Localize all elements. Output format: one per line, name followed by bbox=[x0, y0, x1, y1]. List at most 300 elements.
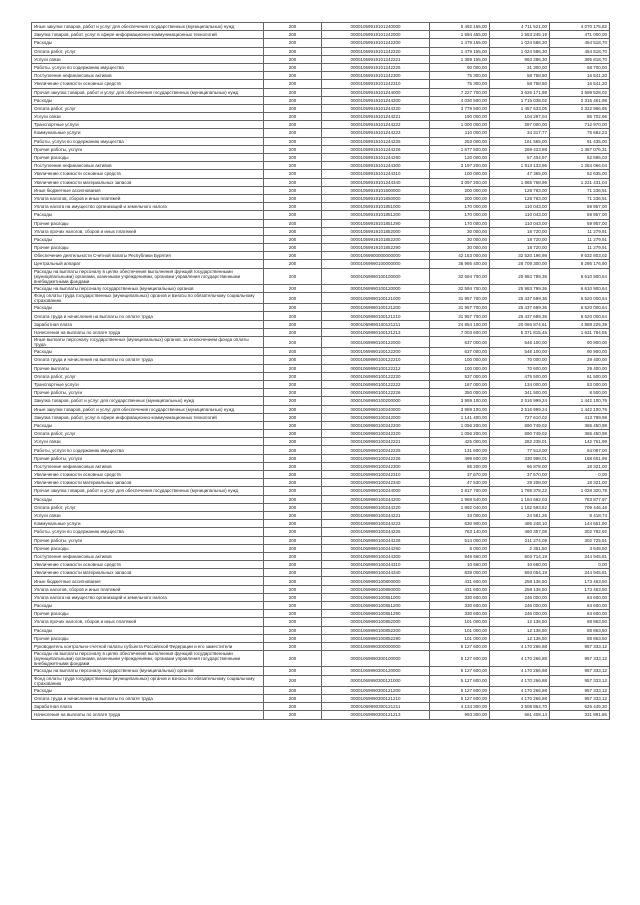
approved-amount-cell: 839 000,00 bbox=[430, 569, 490, 577]
budget-code-cell: 00001069990100120000 bbox=[322, 284, 430, 292]
table-row bbox=[32, 642, 610, 650]
remaining-amount-cell: 85 702,96 bbox=[550, 113, 610, 121]
executed-amount-cell: 10 660,00 bbox=[490, 561, 550, 569]
table-row bbox=[32, 31, 610, 39]
row-name-cell: Расходы bbox=[32, 304, 264, 312]
budget-code-cell: 00001059919101242000 bbox=[322, 31, 430, 39]
budget-code-cell: 00001069990100122212 bbox=[322, 364, 430, 372]
row-name-cell: Уплата налогов, сборов и иных платежей bbox=[32, 194, 264, 202]
budget-code-cell: 00001059919101244310 bbox=[322, 170, 430, 178]
approved-amount-cell: 75 300,00 bbox=[430, 80, 490, 88]
executed-amount-cell: 727 610,02 bbox=[490, 413, 550, 421]
remaining-amount-cell: 712 970,00 bbox=[550, 121, 610, 129]
row-name-cell: Прочие выплаты bbox=[32, 364, 264, 372]
line-code-cell: 200 bbox=[264, 312, 322, 320]
remaining-amount-cell: 957 333,12 bbox=[550, 667, 610, 675]
row-name-cell: Прочие расходы bbox=[32, 154, 264, 162]
row-name-cell: Прочие расходы bbox=[32, 544, 264, 552]
remaining-amount-cell: 709 446,48 bbox=[550, 503, 610, 511]
remaining-amount-cell: 244 945,81 bbox=[550, 569, 610, 577]
remaining-amount-cell: 173 463,50 bbox=[550, 577, 610, 585]
line-code-cell: 200 bbox=[264, 552, 322, 560]
executed-amount-cell: 1 024 586,30 bbox=[490, 47, 550, 55]
remaining-amount-cell: 59 957,00 bbox=[550, 219, 610, 227]
budget-code-cell: 00001059919101242310 bbox=[322, 80, 430, 88]
approved-amount-cell: 3 197 200,00 bbox=[430, 162, 490, 170]
budget-code-cell: 00001069990100121000 bbox=[322, 293, 430, 304]
line-code-cell: 200 bbox=[264, 413, 322, 421]
line-code-cell: 200 bbox=[264, 356, 322, 364]
executed-amount-cell: 70 600,00 bbox=[490, 364, 550, 372]
table-row bbox=[32, 252, 610, 260]
budget-code-cell: 00001059919101240000 bbox=[322, 23, 430, 31]
budget-code-cell: 00001069990100850000 bbox=[322, 585, 430, 593]
table-row bbox=[32, 356, 610, 364]
budget-code-cell: 00001059919101242200 bbox=[322, 39, 430, 47]
table-row bbox=[32, 170, 610, 178]
row-name-cell: Начисления на выплаты по оплате труда bbox=[32, 328, 264, 336]
table-row bbox=[32, 23, 610, 31]
line-code-cell: 200 bbox=[264, 268, 322, 284]
remaining-amount-cell: 454 518,70 bbox=[550, 47, 610, 55]
budget-execution-table bbox=[31, 22, 610, 720]
approved-amount-cell: 537 000,00 bbox=[430, 372, 490, 380]
approved-amount-cell: 1 677 500,00 bbox=[430, 145, 490, 153]
executed-amount-cell: 58 758,80 bbox=[490, 80, 550, 88]
table-row bbox=[32, 602, 610, 610]
budget-code-cell: 00001069990100244310 bbox=[322, 561, 430, 569]
executed-amount-cell: 18 720,00 bbox=[490, 244, 550, 252]
budget-code-cell: 00001059919101851290 bbox=[322, 219, 430, 227]
line-code-cell: 200 bbox=[264, 337, 322, 348]
line-code-cell: 200 bbox=[264, 96, 322, 104]
approved-amount-cell: 1 056 200,00 bbox=[430, 421, 490, 429]
remaining-amount-cell: 6 520 000,64 bbox=[550, 312, 610, 320]
budget-code-cell: 00001059919101242221 bbox=[322, 55, 430, 63]
remaining-amount-cell: 6 520 000,64 bbox=[550, 304, 610, 312]
approved-amount-cell: 5 127 600,00 bbox=[430, 642, 490, 650]
approved-amount-cell: 499 600,00 bbox=[430, 454, 490, 462]
remaining-amount-cell: 90 900,00 bbox=[550, 337, 610, 348]
row-name-cell: Расходы на выплаты персоналу государственных (муниципальных) органов bbox=[32, 284, 264, 292]
budget-code-cell: 00001059919101244000 bbox=[322, 88, 430, 96]
executed-amount-cell: 593 054,19 bbox=[490, 569, 550, 577]
row-name-cell: Расходы bbox=[32, 421, 264, 429]
remaining-amount-cell: 29 400,00 bbox=[550, 356, 610, 364]
executed-amount-cell: 29 208,00 bbox=[490, 479, 550, 487]
executed-amount-cell: 4 170 266,88 bbox=[490, 667, 550, 675]
row-name-cell: Прочие работы, услуги bbox=[32, 145, 264, 153]
row-name-cell: Расходы bbox=[32, 348, 264, 356]
row-name-cell: Расходы bbox=[32, 602, 264, 610]
executed-amount-cell: 31 300,00 bbox=[490, 63, 550, 71]
remaining-amount-cell: 84 600,00 bbox=[550, 602, 610, 610]
line-code-cell: 200 bbox=[264, 293, 322, 304]
budget-code-cell: 00001059919101244223 bbox=[322, 129, 430, 137]
line-code-cell: 200 bbox=[264, 304, 322, 312]
row-name-cell: Работы, услуги по содержанию имущества bbox=[32, 528, 264, 536]
budget-table-page bbox=[31, 22, 609, 720]
budget-code-cell: 00001059919101852290 bbox=[322, 244, 430, 252]
line-code-cell: 200 bbox=[264, 129, 322, 137]
table-row bbox=[32, 194, 610, 202]
row-name-cell: Расходы bbox=[32, 235, 264, 243]
approved-amount-cell: 330 600,00 bbox=[430, 602, 490, 610]
line-code-cell: 200 bbox=[264, 618, 322, 626]
table-row bbox=[32, 260, 610, 268]
remaining-amount-cell: 16 541,20 bbox=[550, 80, 610, 88]
executed-amount-cell: 18 720,00 bbox=[490, 227, 550, 235]
executed-amount-cell: 246 000,00 bbox=[490, 602, 550, 610]
table-row bbox=[32, 686, 610, 694]
budget-code-cell: 00001069990100242226 bbox=[322, 454, 430, 462]
table-row bbox=[32, 219, 610, 227]
budget-code-cell: 00001059919101244220 bbox=[322, 104, 430, 112]
remaining-amount-cell: 957 333,12 bbox=[550, 651, 610, 667]
row-name-cell: Увеличение стоимости основных средств bbox=[32, 471, 264, 479]
table-row bbox=[32, 421, 610, 429]
row-name-cell: Прочая закупка товаров, работ и услуг для обеспечения государственных (муниципальных) нужд bbox=[32, 88, 264, 96]
line-code-cell: 200 bbox=[264, 186, 322, 194]
executed-amount-cell: 110 043,00 bbox=[490, 211, 550, 219]
line-code-cell: 200 bbox=[264, 585, 322, 593]
budget-code-cell: 00001069990100851290 bbox=[322, 610, 430, 618]
executed-amount-cell: 25 437 699,36 bbox=[490, 304, 550, 312]
executed-amount-cell: 1 024 586,30 bbox=[490, 39, 550, 47]
row-name-cell: Коммунальные услуги bbox=[32, 520, 264, 528]
approved-amount-cell: 120 000,00 bbox=[430, 154, 490, 162]
approved-amount-cell: 190 000,00 bbox=[430, 113, 490, 121]
remaining-amount-cell: 413 789,98 bbox=[550, 413, 610, 421]
table-row bbox=[32, 380, 610, 388]
row-name-cell: Оплата труда и начисления на выплаты по оплате труда bbox=[32, 695, 264, 703]
row-name-cell: Иные выплаты персоналу государственных (муниципальных) органов, за исключением фонда оплаты труда bbox=[32, 337, 264, 348]
table-row bbox=[32, 320, 610, 328]
table-row bbox=[32, 495, 610, 503]
budget-code-cell: 00001069990100851200 bbox=[322, 602, 430, 610]
table-row bbox=[32, 438, 610, 446]
line-code-cell: 200 bbox=[264, 55, 322, 63]
line-code-cell: 200 bbox=[264, 104, 322, 112]
line-code-cell: 200 bbox=[264, 503, 322, 511]
executed-amount-cell: 12 136,50 bbox=[490, 618, 550, 626]
executed-amount-cell: 993 286,30 bbox=[490, 55, 550, 63]
table-row bbox=[32, 552, 610, 560]
table-row bbox=[32, 364, 610, 372]
executed-amount-cell: 77 513,00 bbox=[490, 446, 550, 454]
approved-amount-cell: 32 594 700,00 bbox=[430, 284, 490, 292]
remaining-amount-cell: 9 632 803,02 bbox=[550, 252, 610, 260]
budget-code-cell: 00001069990100121200 bbox=[322, 304, 430, 312]
row-name-cell: Увеличение стоимости материальных запасов bbox=[32, 569, 264, 577]
table-row bbox=[32, 63, 610, 71]
table-row bbox=[32, 405, 610, 413]
table-row bbox=[32, 178, 610, 186]
line-code-cell: 200 bbox=[264, 686, 322, 694]
line-code-cell: 200 bbox=[264, 219, 322, 227]
approved-amount-cell: 5 127 600,00 bbox=[430, 695, 490, 703]
row-name-cell: Уплата налогов, сборов и иных платежей bbox=[32, 585, 264, 593]
executed-amount-cell: 690 749,02 bbox=[490, 421, 550, 429]
approved-amount-cell: 33 000,00 bbox=[430, 511, 490, 519]
executed-amount-cell: 269 423,88 bbox=[490, 145, 550, 153]
budget-code-cell: 00001059919101851000 bbox=[322, 203, 430, 211]
remaining-amount-cell: 88 863,50 bbox=[550, 618, 610, 626]
row-name-cell: Закупка товаров, работ, услуг в сфере информационно-коммуникационных технологий bbox=[32, 413, 264, 421]
approved-amount-cell: 47 530,00 bbox=[430, 479, 490, 487]
executed-amount-cell: 28 709 300,00 bbox=[490, 260, 550, 268]
approved-amount-cell: 1 056 200,00 bbox=[430, 430, 490, 438]
line-code-cell: 200 bbox=[264, 23, 322, 31]
row-name-cell: Расходы bbox=[32, 686, 264, 694]
row-name-cell: Расходы на выплаты персоналу в целях обеспечения выполнения функций государственными (муниципальными) органами, казенными учреждениями, органами управления государственными внебюджетными фондами bbox=[32, 651, 264, 667]
remaining-amount-cell: 1 387 076,31 bbox=[550, 145, 610, 153]
executed-amount-cell: 25 983 799,36 bbox=[490, 268, 550, 284]
executed-amount-cell: 66 878,00 bbox=[490, 462, 550, 470]
executed-amount-cell: 287 000,00 bbox=[490, 121, 550, 129]
approved-amount-cell: 431 600,00 bbox=[430, 577, 490, 585]
executed-amount-cell: 282 238,01 bbox=[490, 438, 550, 446]
budget-code-cell: 00001059919101244226 bbox=[322, 145, 430, 153]
remaining-amount-cell: 4 070 175,82 bbox=[550, 23, 610, 31]
executed-amount-cell: 211 274,09 bbox=[490, 536, 550, 544]
row-name-cell: Заработная плата bbox=[32, 703, 264, 711]
line-code-cell: 200 bbox=[264, 651, 322, 667]
remaining-amount-cell: 2 322 966,95 bbox=[550, 104, 610, 112]
remaining-amount-cell: 8 500,00 bbox=[550, 389, 610, 397]
line-code-cell: 200 bbox=[264, 438, 322, 446]
budget-code-cell: 00001069990300121210 bbox=[322, 695, 430, 703]
approved-amount-cell: 5 127 600,00 bbox=[430, 667, 490, 675]
budget-code-cell: 00001059919101852200 bbox=[322, 235, 430, 243]
approved-amount-cell: 5 492 155,00 bbox=[430, 23, 490, 31]
line-code-cell: 200 bbox=[264, 284, 322, 292]
table-row bbox=[32, 145, 610, 153]
remaining-amount-cell: 84 600,00 bbox=[550, 610, 610, 618]
table-row bbox=[32, 304, 610, 312]
executed-amount-cell: 161 565,00 bbox=[490, 137, 550, 145]
executed-amount-cell: 12 136,50 bbox=[490, 626, 550, 634]
executed-amount-cell: 110 043,00 bbox=[490, 203, 550, 211]
row-name-cell: Увеличение стоимости материальных запасов bbox=[32, 178, 264, 186]
table-row bbox=[32, 585, 610, 593]
table-row bbox=[32, 137, 610, 145]
budget-code-cell: 00001069990100242221 bbox=[322, 438, 430, 446]
budget-code-cell: 00001059919101242220 bbox=[322, 47, 430, 55]
executed-amount-cell: 486 248,10 bbox=[490, 520, 550, 528]
executed-amount-cell: 2 351,50 bbox=[490, 544, 550, 552]
budget-code-cell: 00001069990100244290 bbox=[322, 544, 430, 552]
table-row bbox=[32, 511, 610, 519]
executed-amount-cell: 1 865 768,96 bbox=[490, 178, 550, 186]
row-name-cell: Поступление нефинансовых активов bbox=[32, 462, 264, 470]
row-name-cell: Оплата работ, услуг bbox=[32, 104, 264, 112]
table-row bbox=[32, 471, 610, 479]
line-code-cell: 200 bbox=[264, 695, 322, 703]
table-row bbox=[32, 47, 610, 55]
line-code-cell: 200 bbox=[264, 211, 322, 219]
line-code-cell: 200 bbox=[264, 561, 322, 569]
approved-amount-cell: 7 003 600,00 bbox=[430, 328, 490, 336]
budget-code-cell: 00001069990100244220 bbox=[322, 503, 430, 511]
remaining-amount-cell: 53 000,00 bbox=[550, 380, 610, 388]
row-name-cell: Прочие расходы bbox=[32, 219, 264, 227]
row-name-cell: Оплата труда и начисления на выплаты по оплате труда bbox=[32, 312, 264, 320]
executed-amount-cell: 34 317,77 bbox=[490, 129, 550, 137]
line-code-cell: 200 bbox=[264, 430, 322, 438]
table-row bbox=[32, 413, 610, 421]
line-code-cell: 200 bbox=[264, 170, 322, 178]
remaining-amount-cell: 454 518,70 bbox=[550, 39, 610, 47]
row-name-cell: Оплата работ, услуг bbox=[32, 430, 264, 438]
remaining-amount-cell: 59 957,00 bbox=[550, 211, 610, 219]
table-row bbox=[32, 389, 610, 397]
approved-amount-cell: 170 000,00 bbox=[430, 211, 490, 219]
row-name-cell: Расходы bbox=[32, 211, 264, 219]
line-code-cell: 200 bbox=[264, 162, 322, 170]
table-row bbox=[32, 337, 610, 348]
approved-amount-cell: 3 779 500,00 bbox=[430, 104, 490, 112]
row-name-cell: Иные закупки товаров, работ и услуг для обеспечения государственных (муниципальных) нужд bbox=[32, 23, 264, 31]
table-row bbox=[32, 569, 610, 577]
remaining-amount-cell: 783 877,97 bbox=[550, 495, 610, 503]
row-name-cell: Закупка товаров, работ, услуг в сфере информационно-коммуникационных технологий bbox=[32, 31, 264, 39]
table-row bbox=[32, 88, 610, 96]
approved-amount-cell: 167 000,00 bbox=[430, 380, 490, 388]
row-name-cell: Фонд оплаты труда государственных (муниципальных) органов и взносы по обязательному социальному страхованию bbox=[32, 675, 264, 686]
row-name-cell: Прочие работы, услуги bbox=[32, 454, 264, 462]
approved-amount-cell: 7 227 700,00 bbox=[430, 88, 490, 96]
approved-amount-cell: 31 957 700,00 bbox=[430, 312, 490, 320]
remaining-amount-cell: 88 863,50 bbox=[550, 626, 610, 634]
executed-amount-cell: 134 000,00 bbox=[490, 380, 550, 388]
remaining-amount-cell: 84 600,00 bbox=[550, 593, 610, 601]
line-code-cell: 200 bbox=[264, 39, 322, 47]
row-name-cell: Уплата налога на имущество организаций и земельного налога bbox=[32, 203, 264, 211]
row-name-cell: Работы, услуги по содержанию имущества bbox=[32, 63, 264, 71]
budget-code-cell: 00001069900000000000 bbox=[322, 252, 430, 260]
row-name-cell: Услуги связи bbox=[32, 55, 264, 63]
approved-amount-cell: 1 968 540,00 bbox=[430, 495, 490, 503]
remaining-amount-cell: 6 520 000,64 bbox=[550, 293, 610, 304]
table-row bbox=[32, 162, 610, 170]
budget-code-cell: 00001069990100000000 bbox=[322, 260, 430, 268]
remaining-amount-cell: 0,00 bbox=[550, 561, 610, 569]
remaining-amount-cell: 11 279,91 bbox=[550, 227, 610, 235]
executed-amount-cell: 110 043,00 bbox=[490, 219, 550, 227]
line-code-cell: 200 bbox=[264, 602, 322, 610]
line-code-cell: 200 bbox=[264, 520, 322, 528]
budget-code-cell: 00001069990100800000 bbox=[322, 577, 430, 585]
remaining-amount-cell: 0,00 bbox=[550, 471, 610, 479]
row-name-cell: Прочая закупка товаров, работ и услуг для обеспечения государственных (муниципальных) нужд bbox=[32, 487, 264, 495]
line-code-cell: 200 bbox=[264, 252, 322, 260]
approved-amount-cell: 630 900,00 bbox=[430, 520, 490, 528]
line-code-cell: 200 bbox=[264, 194, 322, 202]
budget-code-cell: 00001059919101242300 bbox=[322, 72, 430, 80]
row-name-cell: Оплата работ, услуг bbox=[32, 503, 264, 511]
row-name-cell: Услуги связи bbox=[32, 438, 264, 446]
row-name-cell: Уплата прочих налогов, сборов и иных платежей bbox=[32, 618, 264, 626]
line-code-cell: 200 bbox=[264, 511, 322, 519]
table-row bbox=[32, 487, 610, 495]
approved-amount-cell: 6 000,00 bbox=[430, 544, 490, 552]
approved-amount-cell: 30 000,00 bbox=[430, 227, 490, 235]
remaining-amount-cell: 62 595,03 bbox=[550, 154, 610, 162]
table-row bbox=[32, 634, 610, 642]
table-row bbox=[32, 284, 610, 292]
budget-code-cell: 00001069990100100000 bbox=[322, 268, 430, 284]
approved-amount-cell: 31 957 700,00 bbox=[430, 293, 490, 304]
line-code-cell: 200 bbox=[264, 121, 322, 129]
line-code-cell: 200 bbox=[264, 528, 322, 536]
approved-amount-cell: 350 000,00 bbox=[430, 389, 490, 397]
table-row bbox=[32, 39, 610, 47]
approved-amount-cell: 1 892 040,00 bbox=[430, 503, 490, 511]
budget-code-cell: 00001069990100244000 bbox=[322, 487, 430, 495]
table-row bbox=[32, 610, 610, 618]
executed-amount-cell: 3 626 171,98 bbox=[490, 88, 550, 96]
approved-amount-cell: 849 660,00 bbox=[430, 552, 490, 560]
budget-code-cell: 00001069990100121211 bbox=[322, 320, 430, 328]
remaining-amount-cell: 1 231 431,04 bbox=[550, 178, 610, 186]
remaining-amount-cell: 625 445,30 bbox=[550, 703, 610, 711]
line-code-cell: 200 bbox=[264, 479, 322, 487]
row-name-cell: Начисления на выплаты по оплате труда bbox=[32, 711, 264, 719]
budget-code-cell: 00001069990100240000 bbox=[322, 405, 430, 413]
executed-amount-cell: 20 065 874,61 bbox=[490, 320, 550, 328]
table-row bbox=[32, 503, 610, 511]
approved-amount-cell: 101 000,00 bbox=[430, 634, 490, 642]
row-name-cell: Расходы на выплаты персоналу в целях обеспечения выполнения функций государственными (муниципальными) органами, казенными учреждениями, органами управления государственными внебюджетными фондами bbox=[32, 268, 264, 284]
line-code-cell: 200 bbox=[264, 235, 322, 243]
approved-amount-cell: 131 600,00 bbox=[430, 446, 490, 454]
row-name-cell: Иные бюджетные ассигнования bbox=[32, 186, 264, 194]
remaining-amount-cell: 168 601,99 bbox=[550, 454, 610, 462]
executed-amount-cell: 4 170 266,88 bbox=[490, 651, 550, 667]
remaining-amount-cell: 173 463,50 bbox=[550, 585, 610, 593]
budget-code-cell: 00001069990300121200 bbox=[322, 686, 430, 694]
line-code-cell: 200 bbox=[264, 364, 322, 372]
line-code-cell: 200 bbox=[264, 397, 322, 405]
budget-code-cell: 00001069990100121210 bbox=[322, 312, 430, 320]
line-code-cell: 200 bbox=[264, 593, 322, 601]
line-code-cell: 200 bbox=[264, 495, 322, 503]
row-name-cell: Транспортные услуги bbox=[32, 380, 264, 388]
row-name-cell: Иные закупки товаров, работ и услуг для обеспечения государственных (муниципальных) нужд bbox=[32, 405, 264, 413]
line-code-cell: 200 bbox=[264, 454, 322, 462]
approved-amount-cell: 101 000,00 bbox=[430, 626, 490, 634]
table-row bbox=[32, 454, 610, 462]
table-row bbox=[32, 96, 610, 104]
line-code-cell: 200 bbox=[264, 260, 322, 268]
budget-code-cell: 00001069990300100000 bbox=[322, 651, 430, 667]
approved-amount-cell: 1 141 400,00 bbox=[430, 413, 490, 421]
line-code-cell: 200 bbox=[264, 703, 322, 711]
line-code-cell: 200 bbox=[264, 569, 322, 577]
approved-amount-cell: 763 140,00 bbox=[430, 528, 490, 536]
line-code-cell: 200 bbox=[264, 711, 322, 719]
approved-amount-cell: 110 000,00 bbox=[430, 129, 490, 137]
remaining-amount-cell: 471 000,00 bbox=[550, 31, 610, 39]
row-name-cell: Поступление нефинансовых активов bbox=[32, 552, 264, 560]
table-row bbox=[32, 446, 610, 454]
budget-code-cell: 00001069990100244221 bbox=[322, 511, 430, 519]
remaining-amount-cell: 2 315 461,98 bbox=[550, 96, 610, 104]
row-name-cell: Прочие расходы bbox=[32, 634, 264, 642]
line-code-cell: 200 bbox=[264, 80, 322, 88]
remaining-amount-cell: 90 900,00 bbox=[550, 348, 610, 356]
